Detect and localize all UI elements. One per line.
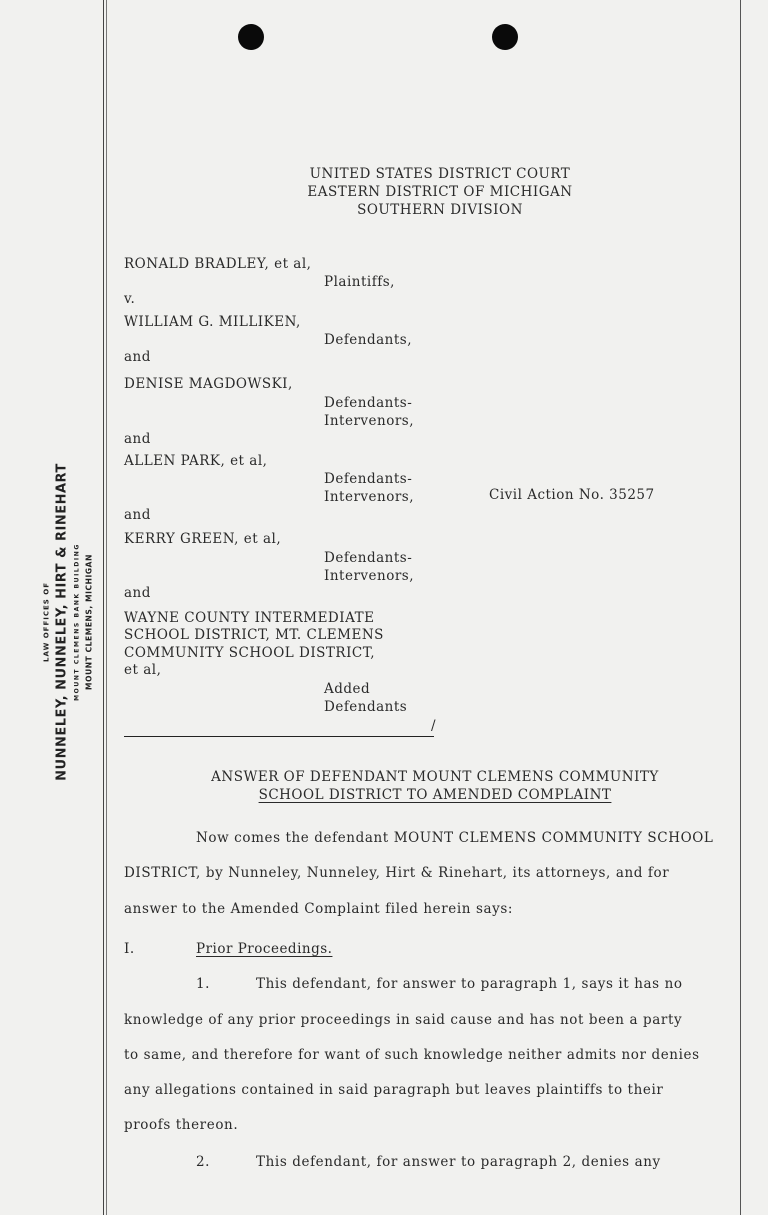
document-title: ANSWER OF DEFENDANT MOUNT CLEMENS COMMUNITY	[211, 769, 659, 785]
caption-role: Intervenors,	[324, 568, 415, 584]
punch-hole-left	[238, 24, 264, 50]
letterhead-building: MOUNT CLEMENS BANK BUILDING	[73, 543, 81, 701]
body-line: knowledge of any prior proceedings in said cause and has not been a party	[124, 1012, 683, 1028]
body-line: any allegations contained in said paragraph but leaves plaintiffs to their	[124, 1082, 664, 1098]
body-line: DISTRICT, by Nunneley, Nunneley, Hirt & Rinehart, its attorneys, and for	[124, 865, 670, 881]
letterhead-city: MOUNT CLEMENS, MICHIGAN	[84, 554, 94, 690]
caption-intervenor-3: KERRY GREEN, et al,	[124, 531, 282, 547]
caption-added-defendant: WAYNE COUNTY INTERMEDIATE	[124, 610, 375, 626]
body-line: proofs thereon.	[124, 1117, 239, 1133]
letterhead-label: LAW OFFICES OF	[42, 582, 51, 662]
caption-role: Defendants-	[324, 395, 413, 411]
caption-added-defendant: et al,	[124, 662, 162, 678]
document-title-underlined: SCHOOL DISTRICT TO AMENDED COMPLAINT	[258, 787, 612, 803]
caption-role: Defendants-	[324, 471, 413, 487]
caption-added-defendant: SCHOOL DISTRICT, MT. CLEMENS	[124, 627, 384, 643]
caption-intervenor-2: ALLEN PARK, et al,	[124, 453, 268, 469]
court-name: UNITED STATES DISTRICT COURT	[309, 166, 571, 182]
caption-role: Defendants-	[324, 550, 413, 566]
caption-role: Intervenors,	[324, 489, 415, 505]
court-district: EASTERN DISTRICT OF MICHIGAN	[307, 184, 573, 200]
caption-and: and	[124, 431, 151, 447]
section-heading: Prior Proceedings.	[196, 941, 333, 957]
body-line: This defendant, for answer to paragraph 1, says it has no	[256, 976, 683, 992]
caption-defendants-role: Defendants,	[324, 332, 413, 348]
caption-defendant: WILLIAM G. MILLIKEN,	[124, 314, 301, 330]
caption-and: and	[124, 507, 151, 523]
civil-action-number: Civil Action No. 35257	[489, 487, 655, 503]
caption-role: Intervenors,	[324, 413, 415, 429]
body-line: This defendant, for answer to paragraph 2, denies any	[256, 1154, 661, 1170]
item-number: 2.	[196, 1154, 210, 1170]
section-number: I.	[124, 941, 135, 957]
body-line: answer to the Amended Complaint filed herein says:	[124, 901, 514, 917]
margin-rule-right	[740, 0, 741, 1215]
caption-role: Defendants	[324, 699, 408, 715]
margin-rule-left	[103, 0, 104, 1215]
caption-rule	[124, 736, 434, 737]
caption-and: and	[124, 349, 151, 365]
item-number: 1.	[196, 976, 210, 992]
caption-and: and	[124, 585, 151, 601]
margin-rule-left-inner	[106, 0, 107, 1215]
caption-intervenor-1: DENISE MAGDOWSKI,	[124, 376, 293, 392]
caption-plaintiffs-role: Plaintiffs,	[324, 274, 395, 290]
caption-versus: v.	[124, 291, 136, 307]
caption-role: Added	[324, 681, 371, 697]
caption-added-defendant: COMMUNITY SCHOOL DISTRICT,	[124, 645, 376, 661]
letterhead-firm-name: NUNNELEY, NUNNELEY, HIRT & RINEHART	[54, 463, 70, 781]
court-division: SOUTHERN DIVISION	[357, 202, 523, 218]
body-line: to same, and therefore for want of such knowledge neither admits nor denies	[124, 1047, 700, 1063]
punch-hole-right	[492, 24, 518, 50]
body-line: Now comes the defendant MOUNT CLEMENS COMMUNITY SCHOOL	[196, 830, 714, 846]
caption-rule-slash: /	[431, 718, 437, 734]
caption-plaintiff: RONALD BRADLEY, et al,	[124, 256, 312, 272]
